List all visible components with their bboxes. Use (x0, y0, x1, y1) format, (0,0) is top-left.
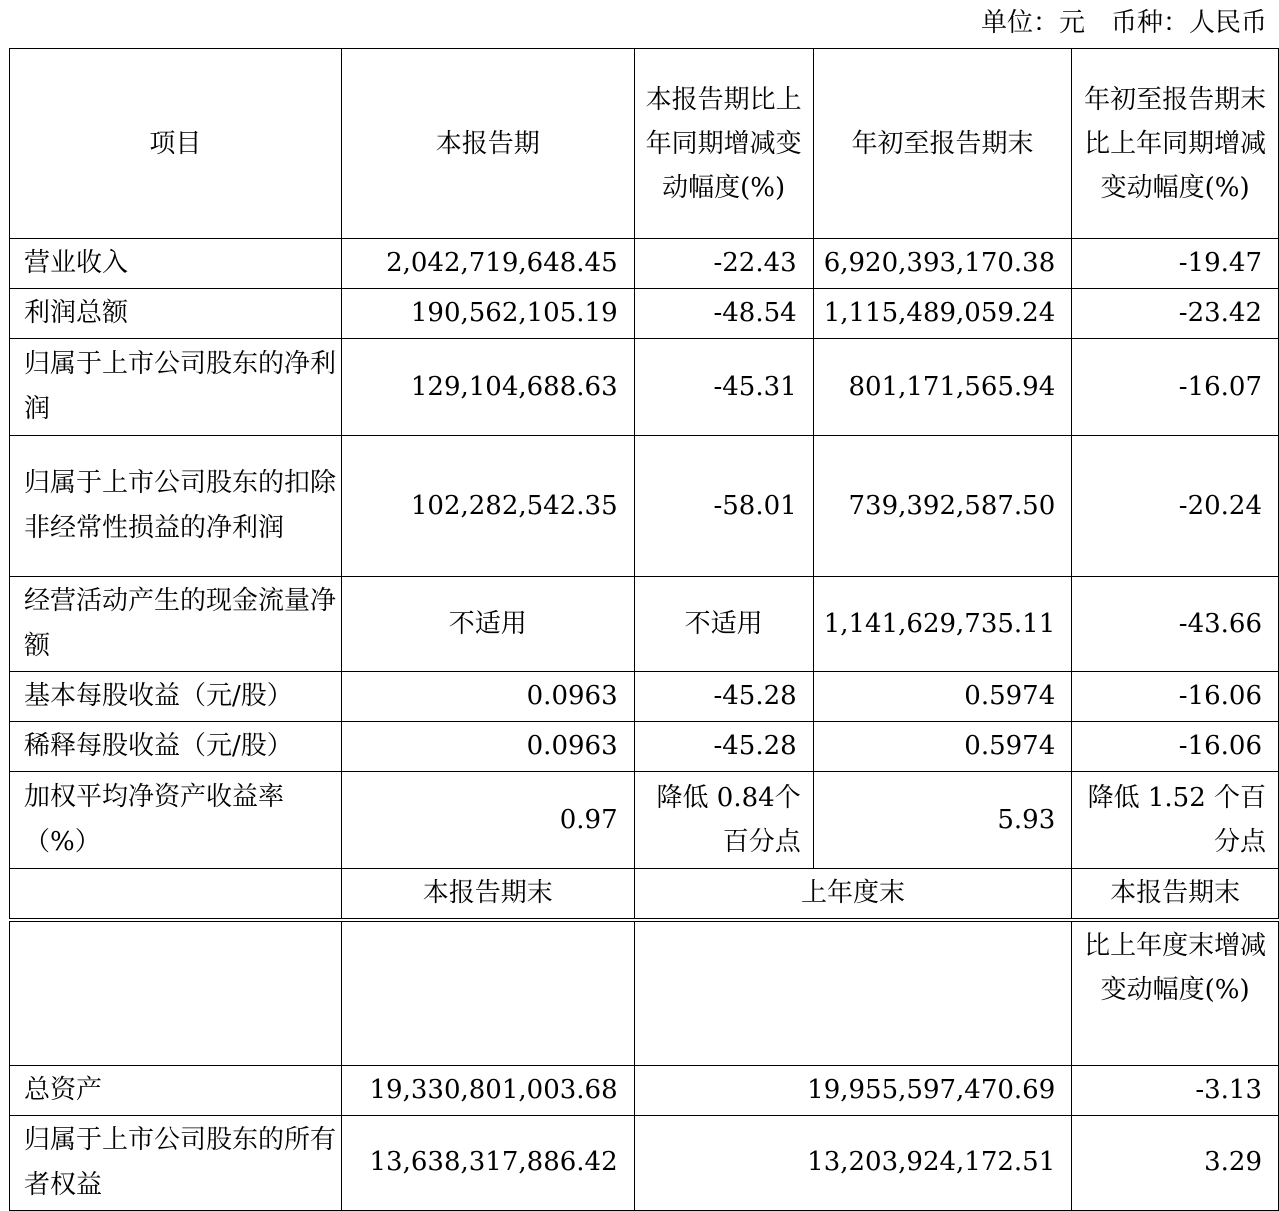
ytd-change-value: -16.07 (1072, 339, 1279, 436)
ytd-change-value: -43.66 (1072, 577, 1279, 672)
header-current-period: 本报告期 (341, 49, 634, 239)
header-change-top: 本报告期末 (1072, 869, 1279, 921)
prior-year-end-value: 19,955,597,470.69 (634, 1065, 1072, 1115)
current-change-value: -48.54 (634, 289, 813, 339)
row-label: 营业收入 (10, 239, 342, 289)
table-row (10, 339, 1279, 436)
ytd-value: 801,171,565.94 (813, 339, 1072, 436)
ytd-change-value: -16.06 (1072, 722, 1279, 772)
table-row (10, 289, 1279, 339)
table-row (10, 436, 1279, 577)
ytd-change-value: 降低 1.52 个百分点 (1072, 772, 1279, 869)
ytd-value: 1,115,489,059.24 (813, 289, 1072, 339)
financial-data-table (9, 48, 1279, 1211)
ytd-change-value: -16.06 (1072, 672, 1279, 722)
current-change-value: -45.31 (634, 339, 813, 436)
period-end-value: 19,330,801,003.68 (341, 1065, 634, 1115)
current-change-value: -22.43 (634, 239, 813, 289)
ytd-value: 6,920,393,170.38 (813, 239, 1072, 289)
balance-header-blank-a (10, 920, 342, 1065)
balance-header-row (10, 869, 1279, 921)
header-ytd: 年初至报告期末 (813, 49, 1072, 239)
ytd-value: 5.93 (813, 772, 1072, 869)
ytd-change-value: -23.42 (1072, 289, 1279, 339)
current-value: 0.0963 (341, 722, 634, 772)
current-value: 0.97 (341, 772, 634, 869)
row-label: 稀释每股收益（元/股） (10, 722, 342, 772)
balance-header-blank-c (634, 920, 1072, 1065)
table-header-row (10, 49, 1279, 239)
current-value: 0.0963 (341, 672, 634, 722)
row-label: 基本每股收益（元/股） (10, 672, 342, 722)
header-period-end: 本报告期末 (341, 869, 634, 921)
header-prior-year-end: 上年度末 (634, 869, 1072, 921)
current-change-value: -45.28 (634, 722, 813, 772)
table-row (10, 672, 1279, 722)
current-change-value: -58.01 (634, 436, 813, 577)
current-value: 102,282,542.35 (341, 436, 634, 577)
header-change-rest: 比上年度末增减变动幅度(%) (1072, 920, 1279, 1065)
change-value: -3.13 (1072, 1065, 1279, 1115)
row-label: 归属于上市公司股东的所有者权益 (10, 1115, 342, 1210)
ytd-value: 1,141,629,735.11 (813, 577, 1072, 672)
ytd-value: 0.5974 (813, 672, 1072, 722)
ytd-value: 739,392,587.50 (813, 436, 1072, 577)
header-ytd-change: 年初至报告期末比上年同期增减变动幅度(%) (1072, 49, 1279, 239)
current-change-value: 不适用 (634, 577, 813, 672)
row-label: 归属于上市公司股东的扣除非经常性损益的净利润 (10, 436, 342, 577)
current-value: 190,562,105.19 (341, 289, 634, 339)
header-current-change: 本报告期比上年同期增减变动幅度(%) (634, 49, 813, 239)
current-change-value: 降低 0.84个百分点 (634, 772, 813, 869)
header-item: 项目 (10, 49, 342, 239)
balance-header-blank-b (341, 920, 634, 1065)
ytd-change-value: -20.24 (1072, 436, 1279, 577)
row-label: 加权平均净资产收益率（%） (10, 772, 342, 869)
balance-header-blank (10, 869, 342, 921)
current-value: 2,042,719,648.45 (341, 239, 634, 289)
table-row (10, 722, 1279, 772)
table-row (10, 1065, 1279, 1115)
prior-year-end-value: 13,203,924,172.51 (634, 1115, 1072, 1210)
table-row (10, 1115, 1279, 1210)
row-label: 总资产 (10, 1065, 342, 1115)
balance-header-continuation-row (10, 920, 1279, 1065)
table-row (10, 239, 1279, 289)
unit-currency-note: 单位：元 币种：人民币 (980, 8, 1267, 38)
period-end-value: 13,638,317,886.42 (341, 1115, 634, 1210)
table-row (10, 772, 1279, 869)
current-value: 不适用 (341, 577, 634, 672)
ytd-value: 0.5974 (813, 722, 1072, 772)
table-row (10, 577, 1279, 672)
current-change-value: -45.28 (634, 672, 813, 722)
row-label: 归属于上市公司股东的净利润 (10, 339, 342, 436)
ytd-change-value: -19.47 (1072, 239, 1279, 289)
row-label: 经营活动产生的现金流量净额 (10, 577, 342, 672)
row-label: 利润总额 (10, 289, 342, 339)
current-value: 129,104,688.63 (341, 339, 634, 436)
change-value: 3.29 (1072, 1115, 1279, 1210)
